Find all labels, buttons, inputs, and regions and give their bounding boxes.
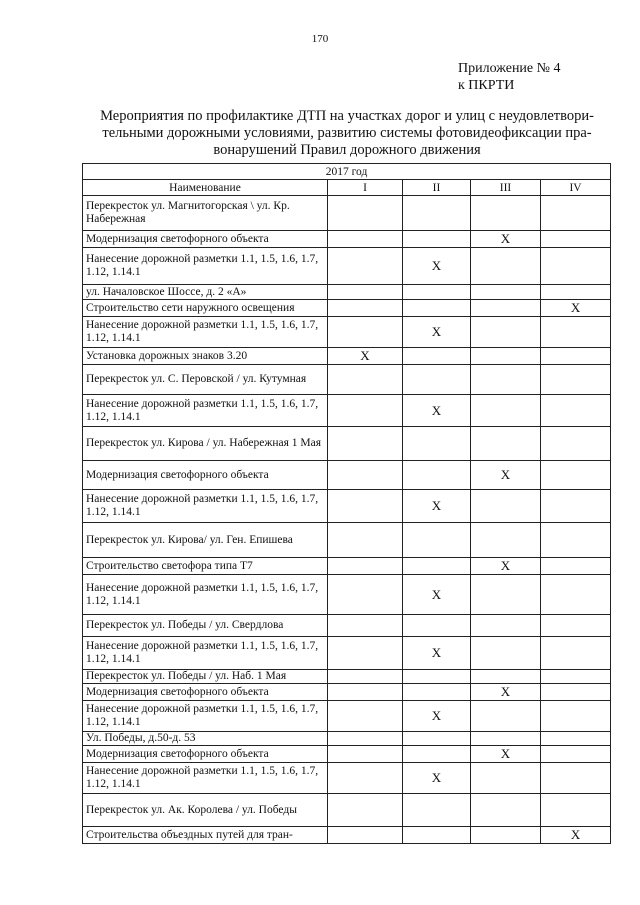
- table-row: [83, 231, 611, 248]
- quarter-4-mark: [541, 558, 611, 575]
- quarter-1-mark: [328, 365, 403, 395]
- year-label: 2017 год: [83, 164, 611, 180]
- quarter-2-mark: [403, 231, 471, 248]
- table-row: [83, 615, 611, 637]
- quarter-4-mark: [541, 231, 611, 248]
- measure-name: Модернизация светофорного объекта: [83, 746, 328, 763]
- table-row: [83, 395, 611, 427]
- quarter-1-mark: [328, 523, 403, 558]
- quarter-3-mark: Х: [471, 461, 541, 490]
- quarter-4-mark: [541, 670, 611, 684]
- quarter-2-mark: [403, 348, 471, 365]
- quarter-4-mark: [541, 575, 611, 615]
- measure-name: Перекресток ул. Кирова / ул. Набережная 1 Мая: [83, 427, 328, 461]
- quarter-2-mark: [403, 670, 471, 684]
- year-row: [83, 164, 611, 180]
- quarter-1-mark: [328, 285, 403, 300]
- quarter-2-mark: [403, 427, 471, 461]
- quarter-3-mark: [471, 285, 541, 300]
- quarter-4-mark: Х: [541, 827, 611, 844]
- table-row: [83, 461, 611, 490]
- quarter-1-mark: [328, 558, 403, 575]
- measure-name: Нанесение дорожной разметки 1.1, 1.5, 1.6, 1.7, 1.12, 1.14.1: [83, 763, 328, 794]
- table-row: [83, 285, 611, 300]
- quarter-3-mark: [471, 794, 541, 827]
- quarter-3-mark: Х: [471, 684, 541, 701]
- table-row: [83, 196, 611, 231]
- quarter-2-mark: [403, 732, 471, 746]
- table-row: [83, 248, 611, 285]
- quarter-1-mark: [328, 490, 403, 523]
- quarter-1-mark: [328, 575, 403, 615]
- quarter-1-mark: [328, 763, 403, 794]
- table-row: [83, 365, 611, 395]
- measure-name: Нанесение дорожной разметки 1.1, 1.5, 1.6, 1.7, 1.12, 1.14.1: [83, 637, 328, 670]
- quarter-4-mark: [541, 523, 611, 558]
- quarter-3-mark: [471, 317, 541, 348]
- quarter-1-mark: [328, 670, 403, 684]
- quarter-2-mark: [403, 300, 471, 317]
- measure-name: Перекресток ул. Магнитогорская \ ул. Кр. Набережная: [83, 196, 328, 231]
- quarter-3-mark: [471, 348, 541, 365]
- header-name: Наименование: [83, 180, 328, 196]
- table-row: [83, 317, 611, 348]
- measure-name: Нанесение дорожной разметки 1.1, 1.5, 1.6, 1.7, 1.12, 1.14.1: [83, 490, 328, 523]
- quarter-3-mark: [471, 427, 541, 461]
- measure-name: Установка дорожных знаков 3.20: [83, 348, 328, 365]
- quarter-1-mark: [328, 794, 403, 827]
- quarter-3-mark: Х: [471, 558, 541, 575]
- quarter-4-mark: [541, 490, 611, 523]
- table-row: [83, 300, 611, 317]
- measure-name: Нанесение дорожной разметки 1.1, 1.5, 1.6, 1.7, 1.12, 1.14.1: [83, 575, 328, 615]
- quarter-4-mark: [541, 684, 611, 701]
- table-row: [83, 637, 611, 670]
- title-line-3: вонарушений Правил дорожного движения: [213, 142, 481, 158]
- table-row: [83, 523, 611, 558]
- measure-name: Нанесение дорожной разметки 1.1, 1.5, 1.6, 1.7, 1.12, 1.14.1: [83, 395, 328, 427]
- quarter-2-mark: [403, 684, 471, 701]
- quarter-1-mark: [328, 248, 403, 285]
- quarter-2-mark: Х: [403, 395, 471, 427]
- quarter-2-mark: Х: [403, 490, 471, 523]
- quarter-2-mark: Х: [403, 701, 471, 732]
- quarter-4-mark: [541, 196, 611, 231]
- header-quarter-2: II: [403, 180, 471, 196]
- appendix-line-2: к ПКРТИ: [458, 78, 515, 93]
- header-quarter-1: I: [328, 180, 403, 196]
- quarter-1-mark: [328, 231, 403, 248]
- quarter-1-mark: [328, 427, 403, 461]
- quarter-2-mark: [403, 285, 471, 300]
- quarter-4-mark: Х: [541, 300, 611, 317]
- table-row: [83, 732, 611, 746]
- quarter-4-mark: [541, 732, 611, 746]
- quarter-3-mark: [471, 637, 541, 670]
- quarter-4-mark: [541, 317, 611, 348]
- table-row: [83, 490, 611, 523]
- header-quarter-3: III: [471, 180, 541, 196]
- quarter-4-mark: [541, 365, 611, 395]
- title-line-2: тельными дорожными условиями, развитию системы фотовидеофиксации пра-: [102, 125, 592, 141]
- table-row: [83, 684, 611, 701]
- quarter-3-mark: [471, 395, 541, 427]
- quarter-3-mark: Х: [471, 231, 541, 248]
- quarter-4-mark: [541, 285, 611, 300]
- measure-name: Строительство сети наружного освещения: [83, 300, 328, 317]
- page-number: 170: [311, 33, 329, 45]
- measure-name: Нанесение дорожной разметки 1.1, 1.5, 1.6, 1.7, 1.12, 1.14.1: [83, 248, 328, 285]
- quarter-4-mark: [541, 763, 611, 794]
- quarter-4-mark: [541, 248, 611, 285]
- quarter-2-mark: Х: [403, 317, 471, 348]
- measure-name: Перекресток ул. С. Перовской / ул. Кутумная: [83, 365, 328, 395]
- quarter-1-mark: [328, 300, 403, 317]
- quarter-2-mark: Х: [403, 248, 471, 285]
- quarter-1-mark: [328, 746, 403, 763]
- header-quarter-4: IV: [541, 180, 611, 196]
- quarter-3-mark: [471, 490, 541, 523]
- measures-table: [82, 163, 611, 844]
- table-row: [83, 427, 611, 461]
- measure-name: Нанесение дорожной разметки 1.1, 1.5, 1.6, 1.7, 1.12, 1.14.1: [83, 701, 328, 732]
- table-row: [83, 701, 611, 732]
- quarter-3-mark: [471, 670, 541, 684]
- table-row: [83, 558, 611, 575]
- quarter-3-mark: [471, 300, 541, 317]
- quarter-4-mark: [541, 615, 611, 637]
- quarter-1-mark: [328, 615, 403, 637]
- quarter-1-mark: [328, 637, 403, 670]
- table-row: [83, 348, 611, 365]
- quarter-4-mark: [541, 701, 611, 732]
- measure-name: Нанесение дорожной разметки 1.1, 1.5, 1.6, 1.7, 1.12, 1.14.1: [83, 317, 328, 348]
- appendix-line-1: Приложение № 4: [458, 61, 561, 76]
- measure-name: Перекресток ул. Кирова/ ул. Ген. Епишева: [83, 523, 328, 558]
- quarter-2-mark: [403, 827, 471, 844]
- measure-name: Ул. Победы, д.50-д. 53: [83, 732, 328, 746]
- quarter-2-mark: [403, 615, 471, 637]
- quarter-2-mark: [403, 794, 471, 827]
- quarter-3-mark: [471, 615, 541, 637]
- quarter-2-mark: [403, 558, 471, 575]
- quarter-3-mark: [471, 763, 541, 794]
- measure-name: Перекресток ул. Победы / ул. Наб. 1 Мая: [83, 670, 328, 684]
- quarter-4-mark: [541, 427, 611, 461]
- quarter-1-mark: [328, 196, 403, 231]
- measure-name: ул. Началовское Шоссе, д. 2 «А»: [83, 285, 328, 300]
- quarter-1-mark: Х: [328, 348, 403, 365]
- table-row: [83, 763, 611, 794]
- quarter-2-mark: [403, 746, 471, 763]
- measure-name: Перекресток ул. Победы / ул. Свердлова: [83, 615, 328, 637]
- table-row: [83, 827, 611, 844]
- quarter-2-mark: [403, 196, 471, 231]
- quarter-4-mark: [541, 348, 611, 365]
- quarter-4-mark: [541, 461, 611, 490]
- quarter-3-mark: [471, 248, 541, 285]
- measure-name: Перекресток ул. Ак. Королева / ул. Победы: [83, 794, 328, 827]
- quarter-4-mark: [541, 746, 611, 763]
- table-row: [83, 794, 611, 827]
- quarter-1-mark: [328, 317, 403, 348]
- quarter-3-mark: [471, 732, 541, 746]
- measure-name: Модернизация светофорного объекта: [83, 684, 328, 701]
- table-row: [83, 670, 611, 684]
- quarter-1-mark: [328, 827, 403, 844]
- quarter-3-mark: Х: [471, 746, 541, 763]
- table-row: [83, 746, 611, 763]
- quarter-1-mark: [328, 732, 403, 746]
- measure-name: Модернизация светофорного объекта: [83, 231, 328, 248]
- quarter-2-mark: [403, 461, 471, 490]
- header-row: [83, 180, 611, 196]
- table-body: [83, 196, 611, 844]
- quarter-1-mark: [328, 684, 403, 701]
- quarter-1-mark: [328, 461, 403, 490]
- quarter-4-mark: [541, 395, 611, 427]
- quarter-3-mark: [471, 523, 541, 558]
- quarter-2-mark: [403, 523, 471, 558]
- quarter-2-mark: Х: [403, 575, 471, 615]
- measure-name: Модернизация светофорного объекта: [83, 461, 328, 490]
- appendix-label: [458, 60, 561, 94]
- quarter-2-mark: Х: [403, 763, 471, 794]
- quarter-1-mark: [328, 701, 403, 732]
- quarter-3-mark: [471, 365, 541, 395]
- quarter-2-mark: Х: [403, 637, 471, 670]
- quarter-4-mark: [541, 794, 611, 827]
- quarter-2-mark: [403, 365, 471, 395]
- quarter-3-mark: [471, 575, 541, 615]
- title-line-1: Мероприятия по профилактике ДТП на участках дорог и улиц с неудовлетвори-: [100, 108, 594, 124]
- quarter-1-mark: [328, 395, 403, 427]
- quarter-3-mark: [471, 196, 541, 231]
- measure-name: Строительство светофора типа Т7: [83, 558, 328, 575]
- measure-name: Строительства объездных путей для тран-: [83, 827, 328, 844]
- quarter-3-mark: [471, 827, 541, 844]
- quarter-3-mark: [471, 701, 541, 732]
- quarter-4-mark: [541, 637, 611, 670]
- table-row: [83, 575, 611, 615]
- document-title: [82, 108, 612, 159]
